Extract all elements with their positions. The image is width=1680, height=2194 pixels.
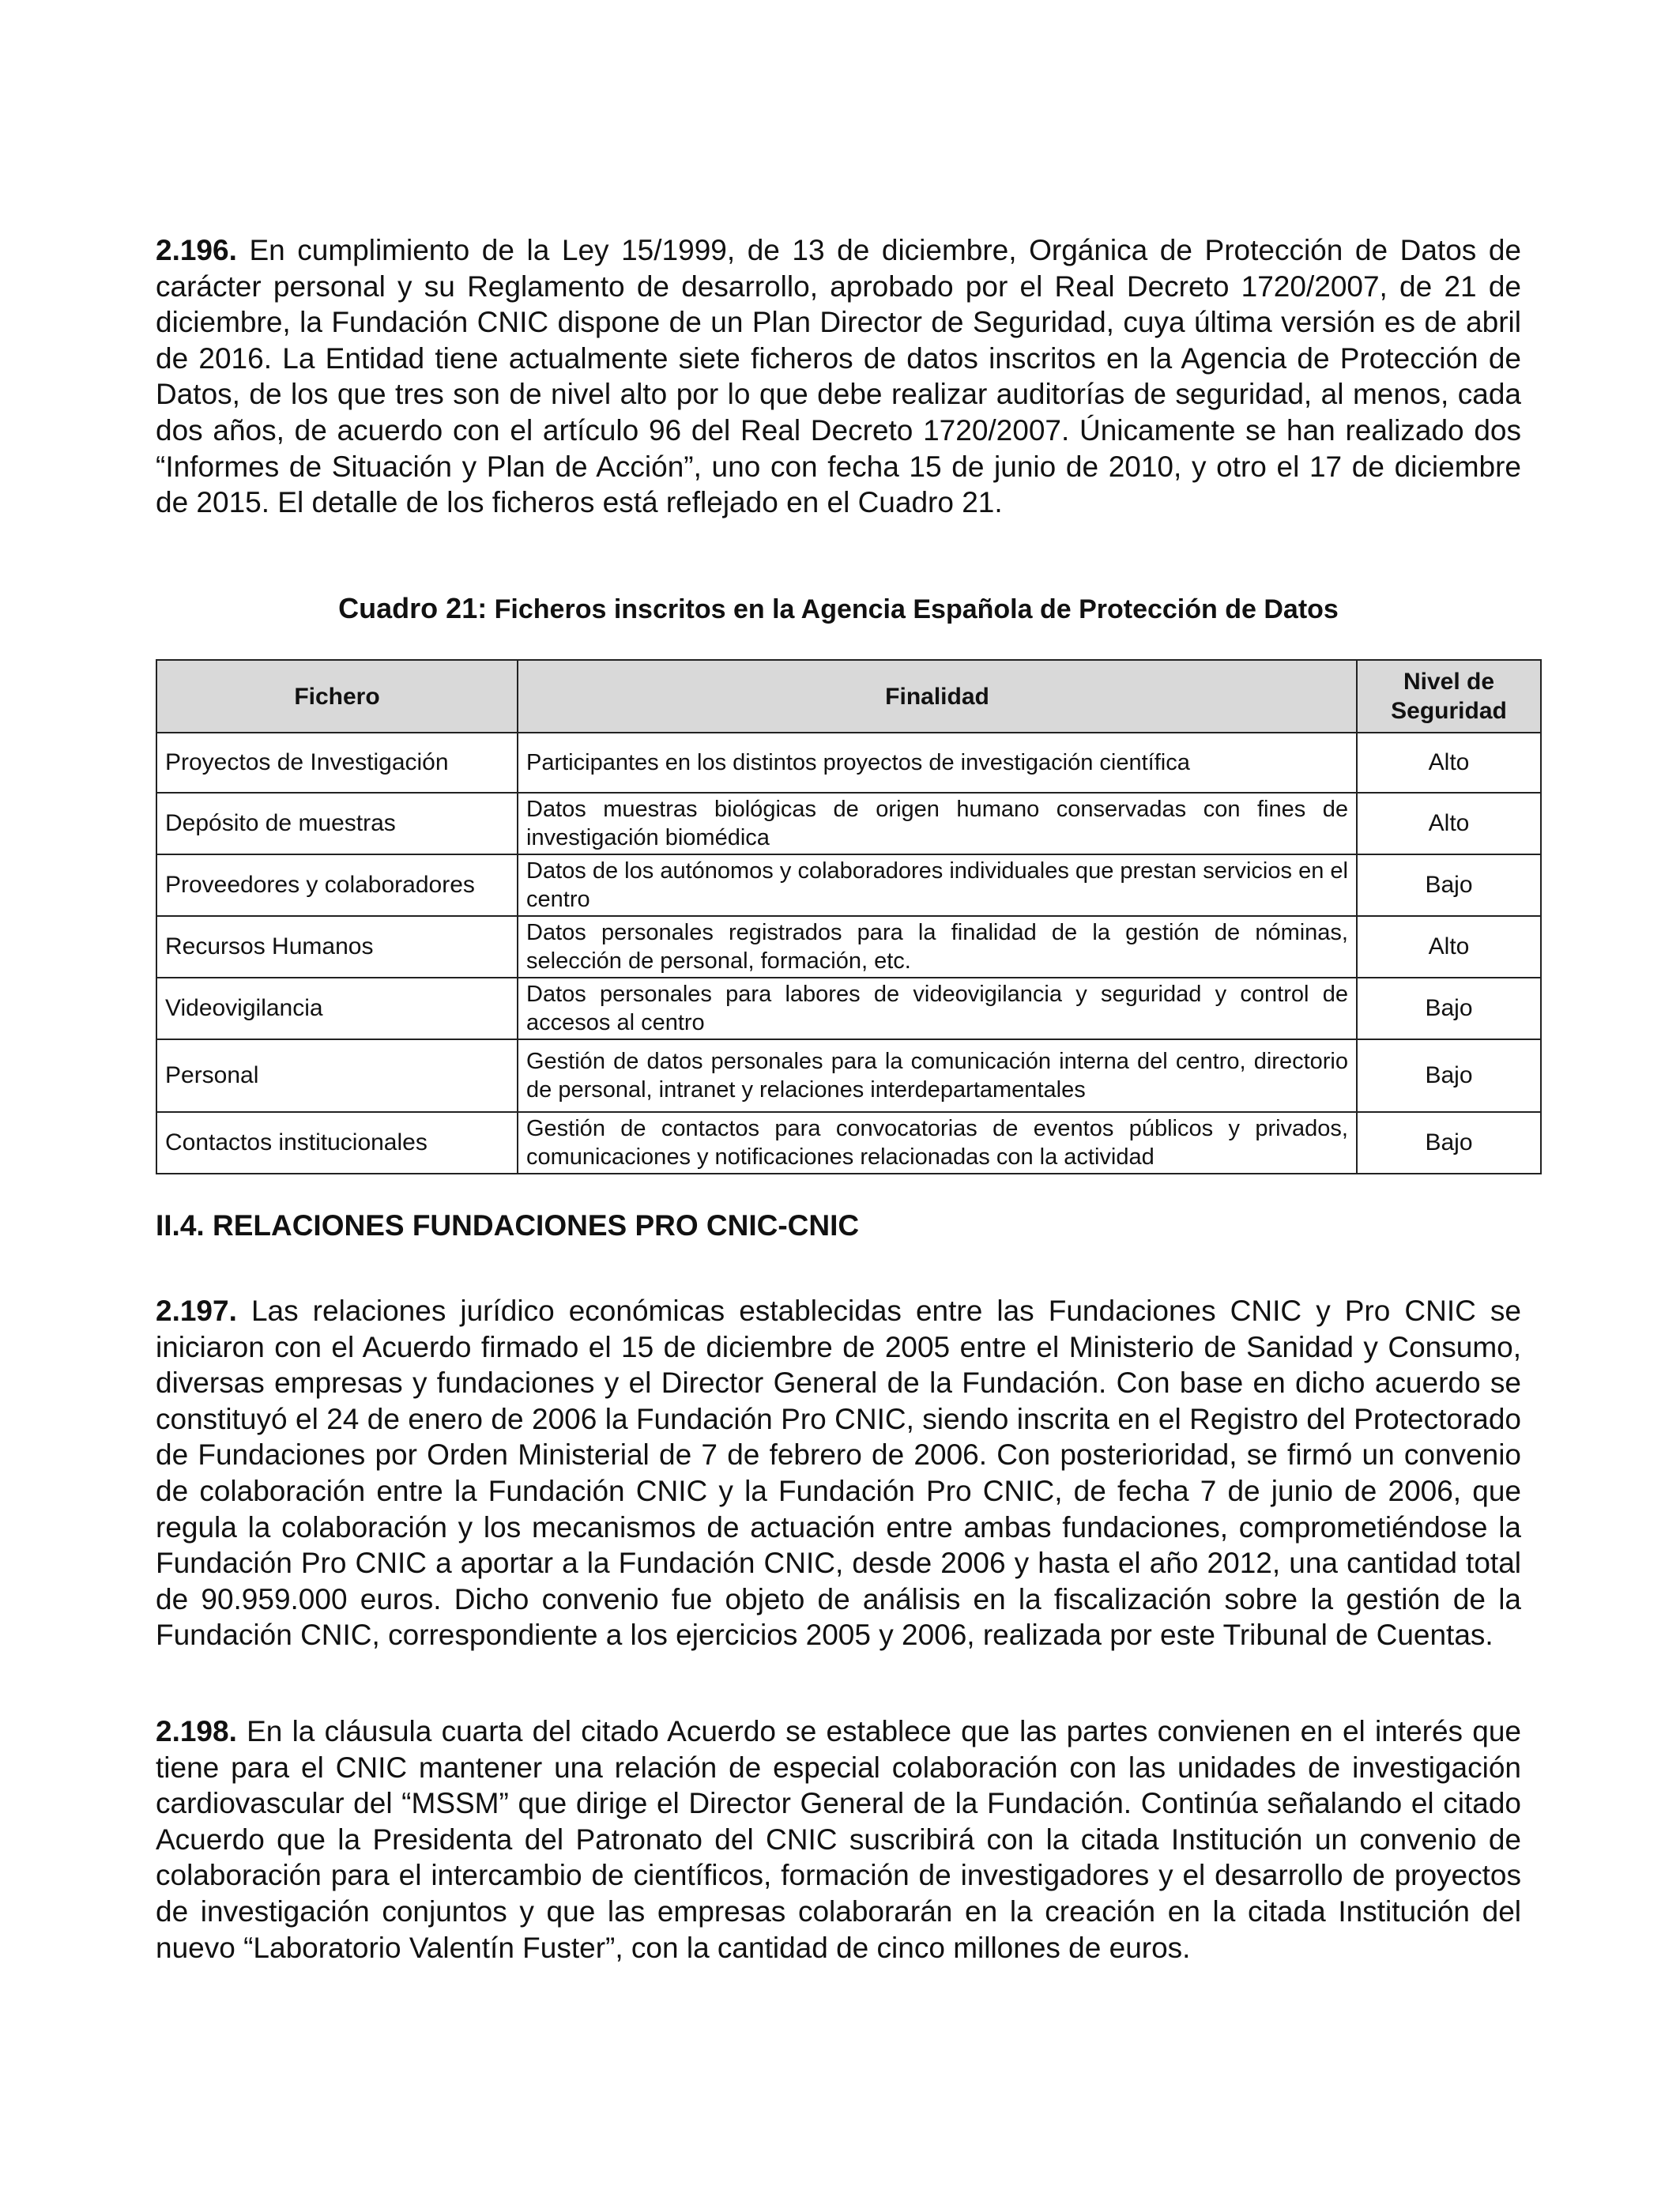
cell-finalidad: Datos personales registrados para la finalidad de la gestión de nóminas, selección de personal, formación, etc. [518, 916, 1357, 978]
header-nivel: Nivel de Seguridad [1357, 660, 1541, 733]
caption-label: Cuadro 21: [338, 592, 488, 624]
cell-fichero: Depósito de muestras [156, 793, 518, 854]
table-row [156, 1112, 1541, 1174]
cell-finalidad: Gestión de datos personales para la comunicación interna del centro, directorio de personal, intranet y relaciones interdepartamentales [518, 1039, 1357, 1112]
cell-nivel: Alto [1357, 793, 1541, 854]
paragraph-number: 2.197. [156, 1295, 237, 1327]
cell-fichero: Recursos Humanos [156, 916, 518, 978]
header-fichero: Fichero [156, 660, 518, 733]
table-row [156, 978, 1541, 1039]
cell-nivel: Alto [1357, 916, 1541, 978]
cell-fichero: Contactos institucionales [156, 1112, 518, 1174]
caption-text: Ficheros inscritos en la Agencia Española de Protección de Datos [487, 594, 1339, 624]
paragraph-number: 2.198. [156, 1715, 237, 1747]
paragraph-2-196 [156, 232, 1521, 521]
cell-nivel: Bajo [1357, 978, 1541, 1039]
cell-fichero: Proveedores y colaboradores [156, 854, 518, 916]
cell-nivel: Alto [1357, 733, 1541, 793]
cell-finalidad: Gestión de contactos para convocatorias de eventos públicos y privados, comunicaciones y notificaciones relacionadas con la actividad [518, 1112, 1357, 1174]
table-row [156, 733, 1541, 793]
table-row [156, 1039, 1541, 1112]
table-caption [156, 592, 1521, 625]
table-row [156, 854, 1541, 916]
cell-finalidad: Datos personales para labores de videovigilancia y seguridad y control de accesos al centro [518, 978, 1357, 1039]
paragraph-text: En cumplimiento de la Ley 15/1999, de 13 de diciembre, Orgánica de Protección de Datos de carácter personal y su Reglamento de desarrollo, aprobado por el Real Decreto 1720/2007, de 21 de diciembre, la Fundación CNIC dispone de un Plan Director de Seguridad, cuya última versión es de abril de 2016. La Entidad tiene actualmente siete ficheros de datos inscritos en la Agencia de Protección de Datos, de los que tres son de nivel alto por lo que debe realizar auditorías de seguridad, al menos, cada dos años, de acuerdo con el artículo 96 del Real Decreto 1720/2007. Únicamente se han realizado dos “Informes de Situación y Plan de Acción”, uno con fecha 15 de junio de 2010, y otro el 17 de diciembre de 2015. El detalle de los ficheros está reflejado en el Cuadro 21. [156, 234, 1521, 519]
cell-fichero: Personal [156, 1039, 518, 1112]
ficheros-table [156, 659, 1542, 1174]
paragraph-number: 2.196. [156, 234, 237, 266]
table-row [156, 793, 1541, 854]
header-finalidad: Finalidad [518, 660, 1357, 733]
paragraph-text: Las relaciones jurídico económicas establecidas entre las Fundaciones CNIC y Pro CNIC se iniciaron con el Acuerdo firmado el 15 de diciembre de 2005 entre el Ministerio de Sanidad y Consumo, diversas empresas y fundaciones y el Director General de la Fundación. Con base en dicho acuerdo se constituyó el 24 de enero de 2006 la Fundación Pro CNIC, siendo inscrita en el Registro del Protectorado de Fundaciones por Orden Ministerial de 7 de febrero de 2006. Con posterioridad, se firmó un convenio de colaboración entre la Fundación CNIC y la Fundación Pro CNIC, de fecha 7 de junio de 2006, que regula la colaboración y los mecanismos de actuación entre ambas fundaciones, comprometiéndose la Fundación Pro CNIC a aportar a la Fundación CNIC, desde 2006 y hasta el año 2012, una cantidad total de 90.959.000 euros. Dicho convenio fue objeto de análisis en la fiscalización sobre la gestión de la Fundación CNIC, correspondiente a los ejercicios 2005 y 2006, realizada por este Tribunal de Cuentas. [156, 1295, 1521, 1652]
cell-fichero: Proyectos de Investigación [156, 733, 518, 793]
cell-nivel: Bajo [1357, 854, 1541, 916]
paragraph-text: En la cláusula cuarta del citado Acuerdo se establece que las partes convienen en el interés que tiene para el CNIC mantener una relación de especial colaboración con las unidades de investigación cardiovascular del “MSSM” que dirige el Director General de la Fundación. Continúa señalando el citado Acuerdo que la Presidenta del Patronato del CNIC suscribirá con la citada Institución un convenio de colaboración para el intercambio de científicos, formación de investigadores y el desarrollo de proyectos de investigación conjuntos y que las empresas colaborarán en la creación en la citada Institución del nuevo “Laboratorio Valentín Fuster”, con la cantidad de cinco millones de euros. [156, 1715, 1521, 1964]
table-row [156, 916, 1541, 978]
table-header-row [156, 660, 1541, 733]
section-heading: II.4. RELACIONES FUNDACIONES PRO CNIC-CNIC [156, 1209, 860, 1242]
cell-fichero: Videovigilancia [156, 978, 518, 1039]
cell-nivel: Bajo [1357, 1112, 1541, 1174]
paragraph-2-198 [156, 1713, 1521, 1966]
cell-nivel: Bajo [1357, 1039, 1541, 1112]
cell-finalidad: Datos muestras biológicas de origen humano conservadas con fines de investigación biomédica [518, 793, 1357, 854]
cell-finalidad: Participantes en los distintos proyectos de investigación científica [518, 733, 1357, 793]
paragraph-2-197 [156, 1293, 1521, 1653]
cell-finalidad: Datos de los autónomos y colaboradores individuales que prestan servicios en el centro [518, 854, 1357, 916]
